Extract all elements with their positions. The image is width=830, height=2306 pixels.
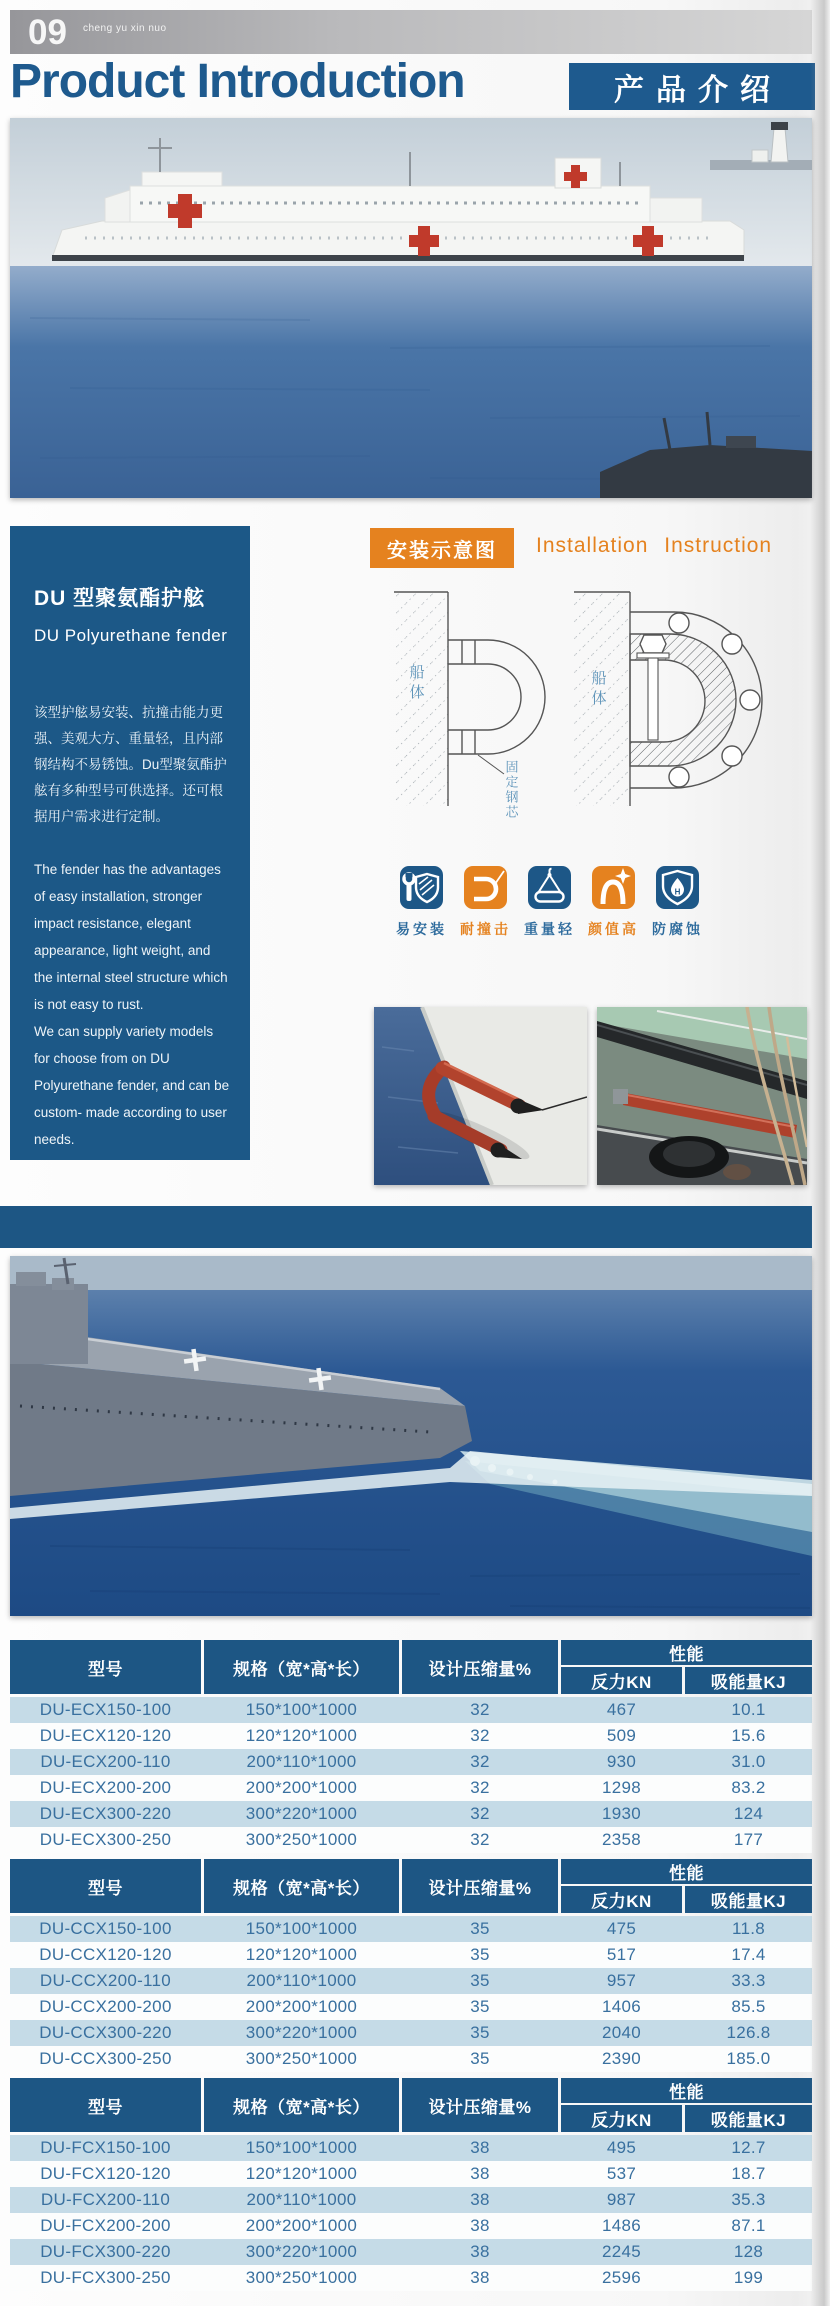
installation-diagram	[380, 578, 812, 818]
diagram-hull-label-left: 船体	[407, 664, 425, 704]
cell: DU-CCX120-120	[39, 1945, 172, 1964]
cell: 1930	[601, 1804, 642, 1823]
cell: 12.7	[731, 2138, 766, 2157]
cell: 300*220*1000	[245, 2023, 358, 2042]
cell: DU-ECX200-110	[40, 1752, 171, 1771]
col-spec: 规格（宽*高*长）	[204, 1640, 399, 1694]
cell: 467	[606, 1700, 637, 1719]
fender-on-hull-photo	[374, 1007, 587, 1185]
cell: 15.6	[731, 1726, 766, 1745]
table-row	[10, 2161, 812, 2187]
cell: 150*100*1000	[245, 2138, 358, 2157]
table-row	[10, 2187, 812, 2213]
cell: 120*120*1000	[245, 1945, 358, 1964]
feature-good-appearance	[588, 866, 639, 939]
cell: 300*220*1000	[245, 2242, 358, 2261]
cell: 38	[470, 2216, 490, 2235]
cell: 517	[606, 1945, 637, 1964]
hoist-fender-icon	[528, 866, 571, 909]
table-row	[10, 1801, 812, 1827]
cell: 10.1	[731, 1700, 766, 1719]
cell: 300*250*1000	[245, 1830, 358, 1849]
cell: 35	[470, 1997, 490, 2016]
spec-table-1	[10, 1640, 812, 1853]
cell: 126.8	[726, 2023, 771, 2042]
cell: 200*200*1000	[245, 1997, 358, 2016]
table-row	[10, 1697, 812, 1723]
page-header-bar	[10, 10, 812, 54]
table-row	[10, 1994, 812, 2020]
product-description-en-2: We can supply variety models for choose from on DU Polyurethane fender, and can be custom- made according to user needs.	[34, 1024, 230, 1147]
table-row	[10, 1723, 812, 1749]
cell: 32	[470, 1830, 490, 1849]
cell: 2390	[601, 2049, 642, 2068]
cell: DU-FCX200-200	[40, 2216, 171, 2235]
cell: 300*220*1000	[245, 1804, 358, 1823]
cell: 32	[470, 1752, 490, 1771]
cell: 35.3	[731, 2190, 766, 2209]
col-reaction: 反力KN	[561, 2105, 682, 2132]
spec-table-2	[10, 1859, 812, 2072]
cell: 120*120*1000	[245, 1726, 358, 1745]
cell: 38	[470, 2164, 490, 2183]
cell: 1298	[601, 1778, 642, 1797]
cell: DU-CCX200-200	[39, 1997, 172, 2016]
fender-on-dock-photo	[597, 1007, 807, 1185]
cell: 930	[606, 1752, 637, 1771]
col-spec: 规格（宽*高*长）	[204, 1859, 399, 1913]
cell: 200*110*1000	[246, 2190, 357, 2209]
col-performance: 性能	[561, 1640, 812, 1665]
cell: 509	[606, 1726, 637, 1745]
cell: DU-FCX120-120	[40, 2164, 171, 2183]
product-description-en-1: The fender has the advantages of easy installation, stronger impact resistance, elegant appearance, light weight, and the internal steel structure which is not easy to rust.	[34, 862, 228, 1012]
spec-tables-section	[10, 1640, 812, 2297]
cell: 83.2	[731, 1778, 766, 1797]
cell: 150*100*1000	[245, 1700, 358, 1719]
cell: DU-ECX300-220	[39, 1804, 172, 1823]
cell: 128	[733, 2242, 764, 2261]
cell: 987	[606, 2190, 637, 2209]
impact-arrow-icon	[464, 866, 507, 909]
table-row	[10, 2265, 812, 2291]
cell: 32	[470, 1700, 490, 1719]
cell: 11.8	[731, 1919, 766, 1938]
wrench-shield-icon	[400, 866, 443, 909]
table-header	[10, 1640, 812, 1694]
table-row	[10, 1749, 812, 1775]
cell: 2358	[601, 1830, 642, 1849]
cell: 18.7	[731, 2164, 766, 2183]
table-header	[10, 2078, 812, 2132]
navy-ship-photo	[10, 1256, 812, 1616]
cell: 177	[733, 1830, 764, 1849]
cell: 1406	[601, 1997, 642, 2016]
feature-anti-corrosion	[652, 866, 703, 939]
table-row	[10, 2135, 812, 2161]
cell: 475	[606, 1919, 637, 1938]
cell: DU-CCX300-250	[39, 2049, 172, 2068]
cell: DU-ECX120-120	[39, 1726, 172, 1745]
feature-easy-install	[396, 866, 447, 939]
arch-sparkle-icon	[592, 866, 635, 909]
page-number: 09	[28, 12, 67, 52]
table-row	[10, 1775, 812, 1801]
spec-table-3	[10, 2078, 812, 2291]
col-reaction: 反力KN	[561, 1886, 682, 1913]
cell: 957	[606, 1971, 637, 1990]
cell: DU-ECX150-100	[39, 1700, 172, 1719]
cell: DU-CCX300-220	[39, 2023, 172, 2042]
table-row	[10, 1968, 812, 1994]
feature-label: 易安装	[396, 921, 447, 937]
installation-badge-zh: 安装示意图	[370, 528, 514, 568]
cell: 300*250*1000	[245, 2049, 358, 2068]
cell: DU-ECX300-250	[39, 1830, 172, 1849]
cell: DU-FCX200-110	[40, 2190, 171, 2209]
installation-title-en: Installation Instruction	[536, 534, 773, 557]
col-reaction: 反力KN	[561, 1667, 682, 1694]
cell: 85.5	[731, 1997, 766, 2016]
cell: 495	[606, 2138, 637, 2157]
col-model: 型号	[10, 1859, 201, 1913]
col-performance: 性能	[561, 2078, 812, 2103]
section-divider-bar	[0, 1206, 812, 1248]
product-title-zh: DU 型聚氨酯护舷	[34, 587, 206, 610]
table-row	[10, 2020, 812, 2046]
svg-text:H: H	[674, 887, 681, 897]
table-row	[10, 1916, 812, 1942]
cell: 32	[470, 1778, 490, 1797]
diagram-hull-label-right: 船体	[589, 670, 607, 710]
hospital-ship-photo	[10, 118, 812, 498]
product-intro-panel	[10, 526, 250, 1160]
feature-impact-resistant	[460, 866, 511, 939]
cell: 185.0	[726, 2049, 771, 2068]
cell: 87.1	[731, 2216, 766, 2235]
cell: DU-FCX300-220	[40, 2242, 171, 2261]
cell: 1486	[601, 2216, 642, 2235]
cell: DU-CCX150-100	[39, 1919, 172, 1938]
cell: 38	[470, 2190, 490, 2209]
cell: 2040	[601, 2023, 642, 2042]
cell: 38	[470, 2268, 490, 2287]
table-row	[10, 1942, 812, 1968]
cell: 200*110*1000	[246, 1752, 357, 1771]
cell: DU-FCX300-250	[40, 2268, 171, 2287]
col-compression: 设计压缩量%	[402, 1859, 558, 1913]
cell: 35	[470, 2023, 490, 2042]
col-model: 型号	[10, 1640, 201, 1694]
cell: 200*200*1000	[245, 2216, 358, 2235]
page-title-zh: 产品介绍	[569, 63, 815, 110]
cell: 38	[470, 2138, 490, 2157]
cell: 2245	[601, 2242, 642, 2261]
col-compression: 设计压缩量%	[402, 1640, 558, 1694]
cell: 200*200*1000	[245, 1778, 358, 1797]
table-row	[10, 2213, 812, 2239]
cell: 35	[470, 1971, 490, 1990]
table-row	[10, 2239, 812, 2265]
cell: 31.0	[731, 1752, 766, 1771]
cell: 35	[470, 1945, 490, 1964]
cell: 2596	[601, 2268, 642, 2287]
cell: 537	[606, 2164, 637, 2183]
cell: 199	[733, 2268, 764, 2287]
product-title-en: DU Polyurethane fender	[34, 626, 228, 645]
cell: DU-ECX200-200	[39, 1778, 172, 1797]
feature-list	[396, 866, 703, 939]
shield-droplet-icon	[656, 866, 699, 909]
col-energy: 吸能量KJ	[685, 1667, 812, 1694]
cell: 35	[470, 1919, 490, 1938]
brand-tagline: cheng yu xin nuo	[82, 22, 167, 34]
feature-label: 颜值高	[588, 921, 639, 937]
table-row	[10, 2046, 812, 2072]
cell: 300*250*1000	[245, 2268, 358, 2287]
cell: 32	[470, 1804, 490, 1823]
cell: 38	[470, 2242, 490, 2261]
cell: 35	[470, 2049, 490, 2068]
cell: 33.3	[731, 1971, 766, 1990]
feature-light-weight	[524, 866, 575, 939]
cell: DU-FCX150-100	[40, 2138, 171, 2157]
page-title-en: Product Introduction	[10, 55, 465, 108]
cell: 200*110*1000	[246, 1971, 357, 1990]
table-row	[10, 1827, 812, 1853]
feature-label: 防腐蚀	[652, 921, 703, 937]
table-header	[10, 1859, 812, 1913]
cell: 120*120*1000	[245, 2164, 358, 2183]
cell: 32	[470, 1726, 490, 1745]
feature-label: 重量轻	[524, 921, 575, 937]
col-spec: 规格（宽*高*长）	[204, 2078, 399, 2132]
col-model: 型号	[10, 2078, 201, 2132]
product-description-zh: 该型护舷易安装、抗撞击能力更强、美观大方、重量轻，且内部钢结构不易锈蚀。Du型聚氨酯护舷有多种型号可供选择。还可根据用户需求进行定制。	[34, 705, 227, 824]
cell: 17.4	[731, 1945, 766, 1964]
feature-label: 耐撞击	[460, 921, 511, 937]
cell: 150*100*1000	[245, 1919, 358, 1938]
cell: 124	[733, 1804, 764, 1823]
col-compression: 设计压缩量%	[402, 2078, 558, 2132]
col-performance: 性能	[561, 1859, 812, 1884]
col-energy: 吸能量KJ	[685, 1886, 812, 1913]
diagram-core-label: 固定钢芯	[503, 760, 519, 818]
cell: DU-CCX200-110	[39, 1971, 172, 1990]
col-energy: 吸能量KJ	[685, 2105, 812, 2132]
